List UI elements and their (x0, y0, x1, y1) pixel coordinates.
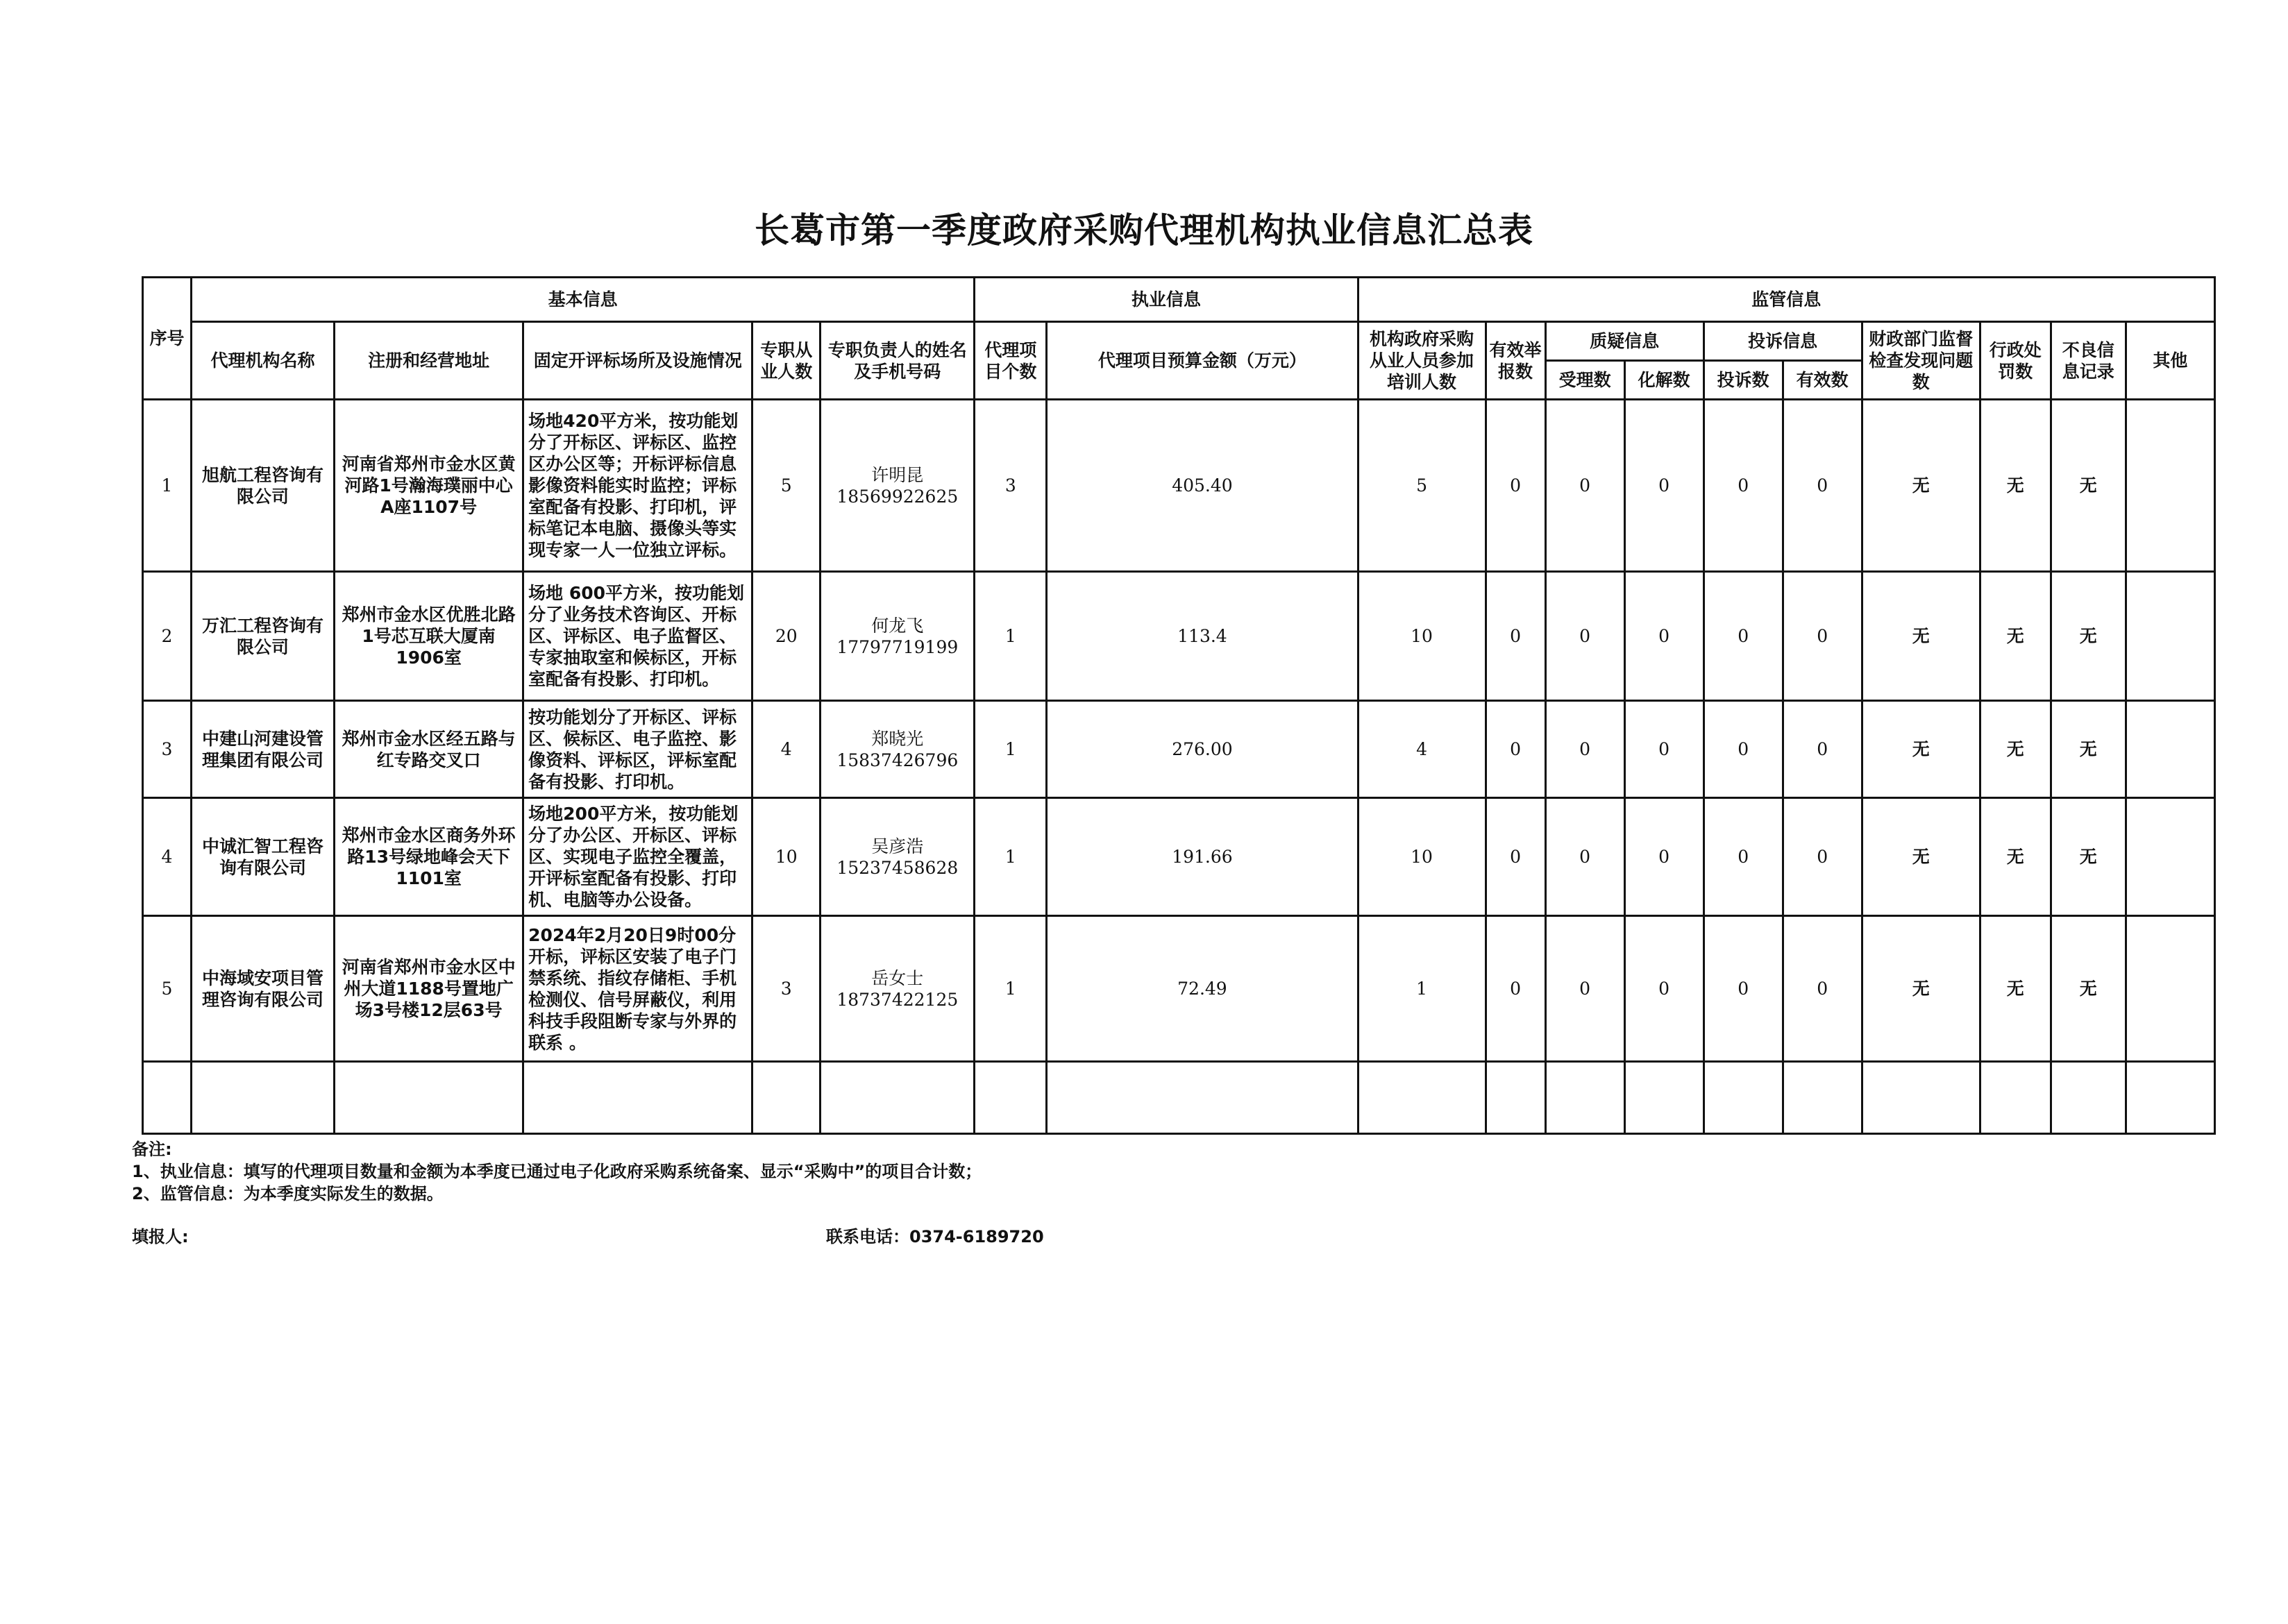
cell-bad-record: 无 (2051, 701, 2126, 798)
notes-line-1: 1、执业信息：填写的代理项目数量和金额为本季度已通过电子化政府采购系统备案、显示“采购中”的项目合计数； (132, 1162, 982, 1181)
cell-projects: 1 (975, 798, 1047, 916)
cell-complaints: 0 (1704, 798, 1783, 916)
cell-valid-reports: 0 (1486, 400, 1545, 572)
header-complaint-info: 投诉信息 (1704, 322, 1862, 361)
cell-budget: 276.00 (1047, 701, 1358, 798)
cell-agency-name: 中海域安项目管理咨询有限公司 (192, 916, 335, 1062)
header-staff-count: 专职从业人数 (752, 322, 821, 400)
header-accepted: 受理数 (1545, 361, 1624, 400)
header-valid: 有效数 (1783, 361, 1862, 400)
cell-agency-name: 旭航工程咨询有限公司 (192, 400, 335, 572)
cell-resolved: 0 (1624, 572, 1704, 701)
cell-staff: 4 (752, 701, 821, 798)
cell-venue: 按功能划分了开标区、评标区、候标区、电子监控、影像资料、评标区，评标室配备有投影、打印机。 (523, 701, 752, 798)
cell-contact (821, 701, 975, 798)
cell-staff: 3 (752, 916, 821, 1062)
cell-penalty: 无 (1980, 572, 2051, 701)
cell-staff: 10 (752, 798, 821, 916)
cell-seq: 1 (143, 400, 192, 572)
header-budget: 代理项目预算金额（万元） (1047, 322, 1358, 400)
header-complaints: 投诉数 (1704, 361, 1783, 400)
cell-training: 10 (1358, 572, 1486, 701)
cell-address: 郑州市金水区商务外环路13号绿地峰会天下1101室 (335, 798, 523, 916)
header-finance-check: 财政部门监督检查发现问题数 (1862, 322, 1980, 400)
contact-name: 郑晓光 (871, 728, 924, 749)
cell-other (2126, 400, 2214, 572)
cell-venue: 场地 600平方米，按功能划分了业务技术咨询区、开标区、评标区、电子监督区、专家抽取室和候标区，开标室配备有投影、打印机。 (523, 572, 752, 701)
table-row (143, 400, 2215, 572)
cell-valid: 0 (1783, 916, 1862, 1062)
cell-resolved: 0 (1624, 400, 1704, 572)
cell-budget: 72.49 (1047, 916, 1358, 1062)
cell-accepted: 0 (1545, 572, 1624, 701)
cell-projects: 1 (975, 701, 1047, 798)
cell-valid: 0 (1783, 701, 1862, 798)
notes-heading: 备注: (132, 1140, 172, 1159)
header-other: 其他 (2126, 322, 2214, 400)
cell-venue: 2024年2月20日9时00分开标，评标区安装了电子门禁系统、指纹存储柜、手机检测仪、信号屏蔽仪，利用科技手段阻断专家与外界的联系 。 (523, 916, 752, 1062)
cell-training: 10 (1358, 798, 1486, 916)
cell-resolved: 0 (1624, 916, 1704, 1062)
cell-finance: 无 (1862, 701, 1980, 798)
page-title: 长葛市第一季度政府采购代理机构执业信息汇总表 (755, 210, 1533, 251)
cell-venue: 场地200平方米，按功能划分了办公区、开标区、评标区、实现电子监控全覆盖，开评标室配备有投影、打印机、电脑等办公设备。 (523, 798, 752, 916)
cell-address: 河南省郑州市金水区黄河路1号瀚海璞丽中心A座1107号 (335, 400, 523, 572)
cell-complaints: 0 (1704, 701, 1783, 798)
cell-seq: 5 (143, 916, 192, 1062)
cell-valid-reports: 0 (1486, 701, 1545, 798)
cell-budget: 113.4 (1047, 572, 1358, 701)
header-supervision-info: 监管信息 (1358, 278, 2215, 322)
cell-accepted: 0 (1545, 916, 1624, 1062)
cell-other (2126, 572, 2214, 701)
cell-address: 郑州市金水区经五路与红专路交叉口 (335, 701, 523, 798)
cell-contact (821, 572, 975, 701)
cell-accepted: 0 (1545, 701, 1624, 798)
cell-venue: 场地420平方米，按功能划分了开标区、评标区、监控区办公区等；开标评标信息影像资料能实时监控；评标室配备有投影、打印机，评标笔记本电脑、摄像头等实现专家一人一位独立评标。 (523, 400, 752, 572)
cell-agency-name: 中诚汇智工程咨询有限公司 (192, 798, 335, 916)
cell-bad-record: 无 (2051, 572, 2126, 701)
cell-valid-reports: 0 (1486, 572, 1545, 701)
cell-training: 5 (1358, 400, 1486, 572)
cell-penalty: 无 (1980, 701, 2051, 798)
cell-bad-record: 无 (2051, 400, 2126, 572)
cell-penalty: 无 (1980, 400, 2051, 572)
contact-phone: 18569922625 (836, 486, 959, 507)
cell-projects: 1 (975, 572, 1047, 701)
header-venue: 固定开评标场所及设施情况 (523, 322, 752, 400)
cell-finance: 无 (1862, 798, 1980, 916)
cell-agency-name: 万汇工程咨询有限公司 (192, 572, 335, 701)
cell-bad-record: 无 (2051, 798, 2126, 916)
cell-penalty: 无 (1980, 798, 2051, 916)
header-training: 机构政府采购从业人员参加培训人数 (1358, 322, 1486, 400)
empty-row (143, 1062, 2215, 1134)
header-project-count: 代理项目个数 (975, 322, 1047, 400)
cell-projects: 1 (975, 916, 1047, 1062)
cell-resolved: 0 (1624, 798, 1704, 916)
cell-penalty: 无 (1980, 916, 2051, 1062)
cell-finance: 无 (1862, 916, 1980, 1062)
contact-name: 何龙飞 (871, 615, 924, 636)
contact-phone: 15837426796 (836, 750, 959, 770)
cell-valid-reports: 0 (1486, 798, 1545, 916)
table-row (143, 572, 2215, 701)
cell-training: 1 (1358, 916, 1486, 1062)
cell-complaints: 0 (1704, 572, 1783, 701)
notes (132, 1138, 982, 1205)
header-contact: 专职负责人的姓名及手机号码 (821, 322, 975, 400)
contact-name: 吴彦浩 (871, 836, 924, 856)
cell-complaints: 0 (1704, 400, 1783, 572)
cell-valid: 0 (1783, 798, 1862, 916)
cell-address: 郑州市金水区优胜北路1号芯互联大厦南1906室 (335, 572, 523, 701)
cell-budget: 405.40 (1047, 400, 1358, 572)
header-bad-record: 不良信息记录 (2051, 322, 2126, 400)
filler-label: 填报人: (132, 1227, 189, 1246)
cell-other (2126, 701, 2214, 798)
table-row (143, 916, 2215, 1062)
cell-other (2126, 916, 2214, 1062)
cell-seq: 3 (143, 701, 192, 798)
cell-budget: 191.66 (1047, 798, 1358, 916)
cell-training: 4 (1358, 701, 1486, 798)
cell-complaints: 0 (1704, 916, 1783, 1062)
cell-other (2126, 798, 2214, 916)
cell-valid: 0 (1783, 572, 1862, 701)
cell-projects: 3 (975, 400, 1047, 572)
cell-contact (821, 916, 975, 1062)
cell-valid: 0 (1783, 400, 1862, 572)
header-basic-info: 基本信息 (192, 278, 975, 322)
contact-phone: 15237458628 (836, 857, 959, 878)
cell-staff: 20 (752, 572, 821, 701)
header-valid-reports: 有效举报数 (1486, 322, 1545, 400)
summary-table (142, 276, 2216, 1135)
cell-accepted: 0 (1545, 400, 1624, 572)
table-row (143, 798, 2215, 916)
cell-agency-name: 中建山河建设管理集团有限公司 (192, 701, 335, 798)
contact-name: 岳女士 (871, 967, 924, 988)
header-agency-name: 代理机构名称 (192, 322, 335, 400)
cell-seq: 4 (143, 798, 192, 916)
contact-phone: 18737422125 (836, 989, 959, 1010)
header-query-info: 质疑信息 (1545, 322, 1704, 361)
cell-contact (821, 400, 975, 572)
cell-bad-record: 无 (2051, 916, 2126, 1062)
header-seq: 序号 (143, 278, 192, 400)
cell-accepted: 0 (1545, 798, 1624, 916)
notes-line-2: 2、监管信息：为本季度实际发生的数据。 (132, 1184, 444, 1203)
cell-contact (821, 798, 975, 916)
cell-staff: 5 (752, 400, 821, 572)
header-penalty: 行政处罚数 (1980, 322, 2051, 400)
header-resolved: 化解数 (1624, 361, 1704, 400)
contact-phone-label: 联系电话：0374-6189720 (826, 1227, 1044, 1246)
cell-finance: 无 (1862, 572, 1980, 701)
header-exec-info: 执业信息 (975, 278, 1358, 322)
header-address: 注册和经营地址 (335, 322, 523, 400)
contact-name: 许明昆 (871, 464, 924, 485)
cell-seq: 2 (143, 572, 192, 701)
contact-phone: 17797719199 (836, 636, 959, 657)
table-row (143, 701, 2215, 798)
cell-address: 河南省郑州市金水区中州大道1188号置地广场3号楼12层63号 (335, 916, 523, 1062)
cell-resolved: 0 (1624, 701, 1704, 798)
cell-finance: 无 (1862, 400, 1980, 572)
cell-valid-reports: 0 (1486, 916, 1545, 1062)
